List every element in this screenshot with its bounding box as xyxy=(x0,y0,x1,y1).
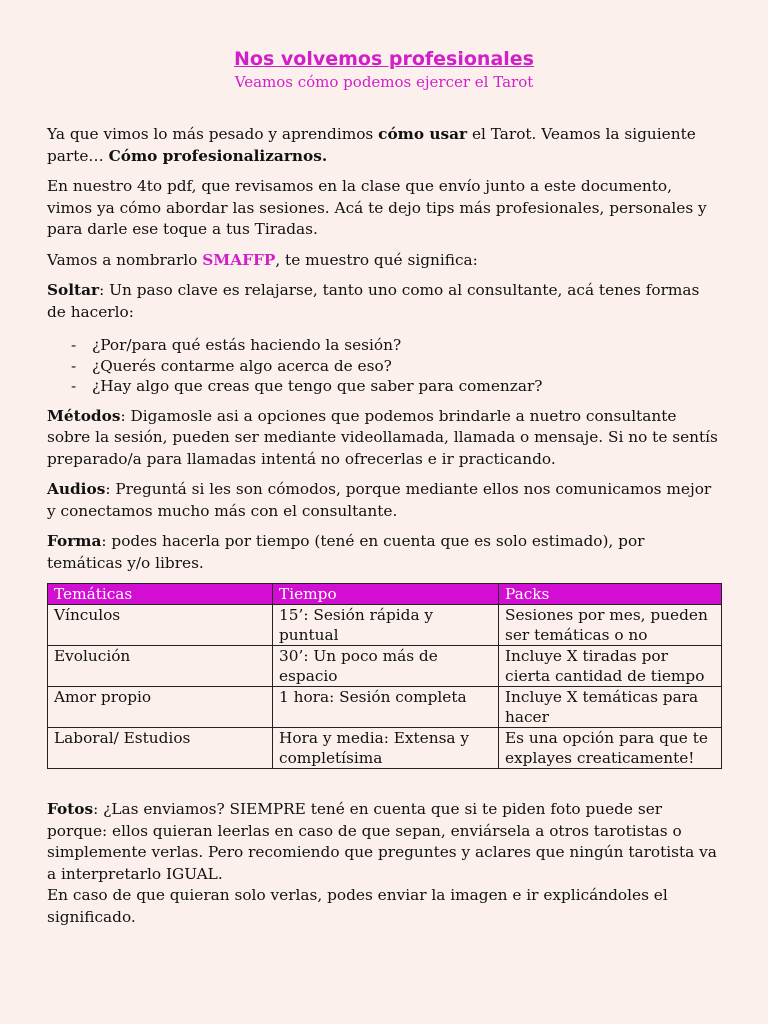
table-cell: Incluye X temáticas para hacer xyxy=(499,687,722,728)
document-title: Nos volvemos profesionales xyxy=(234,48,534,70)
table-header-cell: Temáticas xyxy=(48,584,273,605)
table-row xyxy=(48,728,722,769)
table-cell: Amor propio xyxy=(48,687,273,728)
options-table xyxy=(47,583,722,769)
table-cell: Sesiones por mes, pueden ser temáticas o no xyxy=(499,605,722,646)
table-cell: 30’: Un poco más de espacio xyxy=(273,646,499,687)
fotos-paragraph: Fotos: ¿Las enviamos? SIEMPRE tené en cuenta que si te piden foto puede ser porque: ellos quieran leerlas en caso de que sepan, enviársela a otros tarotistas o simplemente verlas. Pero recomiendo que preguntes y aclares que ningún tarotista va a interpretarlo IGUAL. xyxy=(47,800,717,883)
acronym-paragraph: Vamos a nombrarlo SMAFFP, te muestro qué significa: xyxy=(47,250,478,269)
table-cell: Es una opción para que te explayes creaticamente! xyxy=(499,728,722,769)
list-item: - ¿Hay algo que creas que tengo que saber para comenzar? xyxy=(47,376,721,397)
context-paragraph: En nuestro 4to pdf, que revisamos en la clase que envío junto a este documento, vimos ya cómo abordar las sesiones. Acá te dejo tips más profesionales, personales y para darle ese toque a tus Tiradas. xyxy=(47,177,707,238)
table-header-cell: Packs xyxy=(499,584,722,605)
table-cell: Hora y media: Extensa y completísima xyxy=(273,728,499,769)
table-cell: Evolución xyxy=(48,646,273,687)
final-paragraph: En caso de que quieran solo verlas, podes enviar la imagen e ir explicándoles el significado. xyxy=(47,886,668,926)
intro-paragraph: Ya que vimos lo más pesado y aprendimos cómo usar el Tarot. Veamos la siguiente parte… Cómo profesionalizarnos. xyxy=(47,125,696,165)
question-list xyxy=(47,335,721,397)
table-cell: Laboral/ Estudios xyxy=(48,728,273,769)
soltar-paragraph: Soltar: Un paso clave es relajarse, tanto uno como al consultante, acá tenes formas de hacerlo: xyxy=(47,281,700,321)
forma-paragraph: Forma: podes hacerla por tiempo (tené en cuenta que es solo estimado), por temáticas y/o libres. xyxy=(47,532,645,572)
audios-paragraph: Audios: Preguntá si les son cómodos, porque mediante ellos nos comunicamos mejor y conectamos mucho más con el consultante. xyxy=(47,480,712,520)
acronym-highlight: SMAFFP xyxy=(202,250,276,269)
list-item: - ¿Querés contarme algo acerca de eso? xyxy=(47,356,721,377)
table-row xyxy=(48,687,722,728)
table-cell: Incluye X tiradas por cierta cantidad de tiempo xyxy=(499,646,722,687)
table-header-row xyxy=(48,584,722,605)
table-cell: Vínculos xyxy=(48,605,273,646)
table-header-cell: Tiempo xyxy=(273,584,499,605)
document-subtitle: Veamos cómo podemos ejercer el Tarot xyxy=(234,73,534,91)
table-cell: 15’: Sesión rápida y puntual xyxy=(273,605,499,646)
list-item: - ¿Por/para qué estás haciendo la sesión? xyxy=(47,335,721,356)
table-row xyxy=(48,646,722,687)
table-cell: 1 hora: Sesión completa xyxy=(273,687,499,728)
metodos-paragraph: Métodos: Digamosle asi a opciones que podemos brindarle a nuetro consultante sobre la sesión, pueden ser mediante videollamada, llamada o mensaje. Si no te sentís preparado/a para llamadas intentá no ofrecerlas e ir practicando. xyxy=(47,406,718,468)
table-row xyxy=(48,605,722,646)
